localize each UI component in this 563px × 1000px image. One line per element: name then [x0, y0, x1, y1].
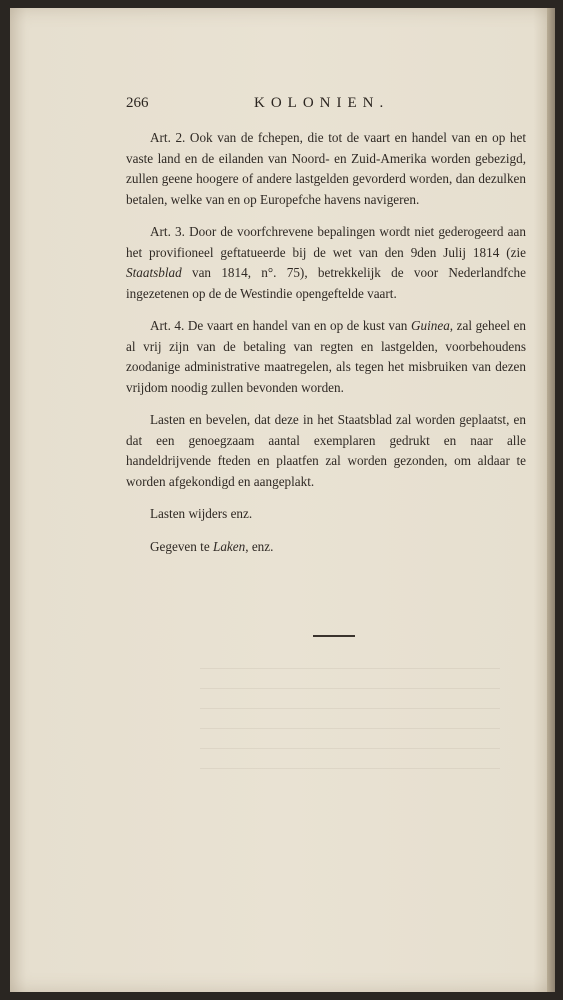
given-at-line — [126, 537, 526, 558]
given-at-text-before: Gegeven te — [150, 538, 213, 554]
show-through-texture — [200, 668, 500, 788]
article-3-text-before: Art. 3. Door de voorfchrevene bepalingen wordt niet gederogeerd aan het provifioneel geftatueerde bij de wet van den 9den Julij 1814 (zie — [126, 224, 526, 260]
further-orders-line: Lasten wijders enz. — [150, 506, 253, 521]
article-3-text-after: van 1814, n°. 75), betrekkelijk de voor Nederlandfche ingezetenen op de de Westindie opengeftelde vaart. — [126, 265, 526, 301]
article-4-paragraph — [126, 316, 526, 398]
running-title: KOLONIEN. — [254, 95, 390, 111]
page-number: 266 — [126, 95, 149, 111]
publication-paragraph: Lasten en bevelen, dat deze in het Staatsblad zal worden geplaatst, en dat een genoegzaam aantal exemplaren gedrukt en naar alle handeldrijvende fteden en plaatfen zal worden gezonden, om aldaar te worden afgekondigd en aangeplakt. — [126, 412, 526, 489]
given-at-text-after: , enz. — [245, 538, 274, 554]
page-header — [126, 95, 416, 117]
book-page — [10, 8, 555, 992]
article-4-text-after: , zal geheel en al vrij zijn van de betaling van regten en lastgelden, voorbehoudens zoodanige administrative maatregelen, als tegen het misbruiken van dezen vrijdom noodig zullen bevonden worden. — [126, 318, 527, 395]
staatsblad-reference: Staatsblad — [126, 265, 182, 280]
article-2-paragraph: Art. 2. Ook van de fchepen, die tot de vaart en handel van en op het vaste land en de eilanden van Noord- en Zuid-Amerika worden gebezigd, zullen geene hoogere of andere lastgelden gevorderd worden, dan dezulken betalen, welke van en op Europefche havens navigeren. — [126, 130, 526, 207]
page-spine-shadow — [547, 8, 555, 992]
article-3-paragraph — [126, 222, 526, 304]
page-text — [126, 128, 526, 569]
laken-reference: Laken — [212, 538, 246, 554]
article-4-text-before: Art. 4. De vaart en handel van en op de kust van — [150, 318, 411, 333]
guinea-reference: Guinea — [410, 318, 450, 333]
closing-rule — [313, 635, 355, 637]
